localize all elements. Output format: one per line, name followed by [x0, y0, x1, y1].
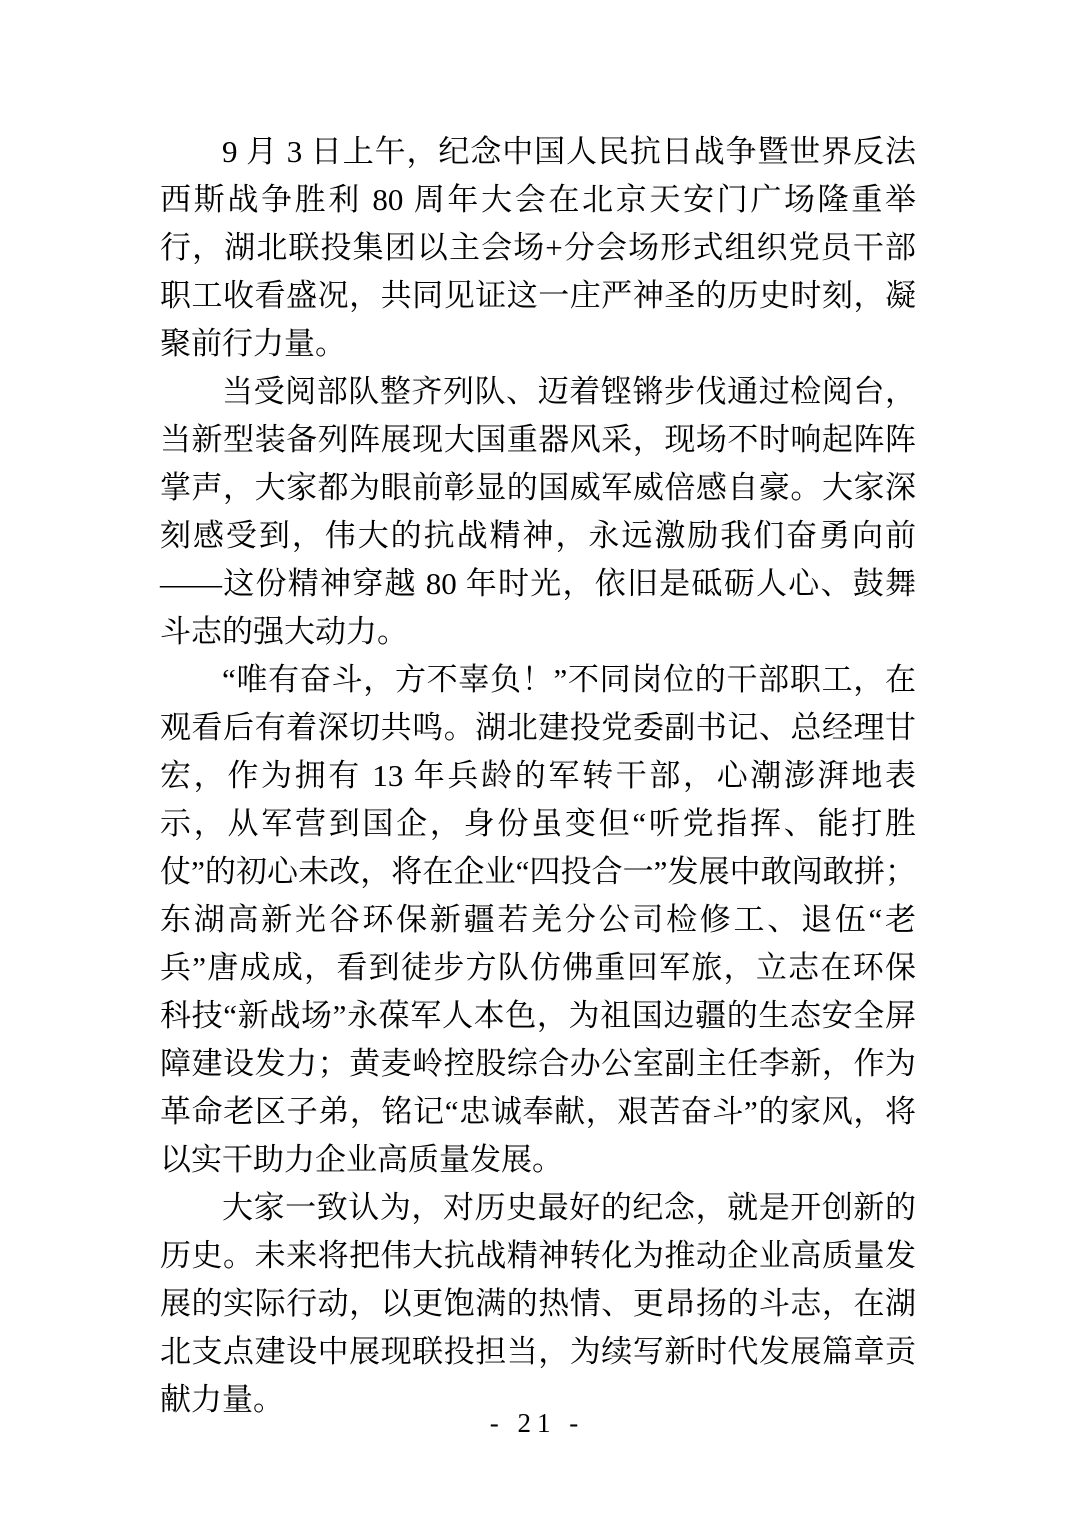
- page-number: - 21 -: [489, 1408, 585, 1438]
- page-footer: [0, 1408, 1074, 1439]
- paragraph-2: 当受阅部队整齐列队、迈着铿锵步伐通过检阅台，当新型装备列阵展现大国重器风采，现场不时响起阵阵掌声，大家都为眼前彰显的国威军威倍感自豪。大家深刻感受到，伟大的抗战精神，永远激励我们奋勇向前——这份精神穿越 80 年时光，依旧是砥砺人心、鼓舞斗志的强大动力。: [160, 374, 916, 649]
- paragraph-1: 9 月 3 日上午，纪念中国人民抗日战争暨世界反法西斯战争胜利 80 周年大会在北京天安门广场隆重举行，湖北联投集团以主会场+分会场形式组织党员干部职工收看盛况，共同见证这一庄严神圣的历史时刻，凝聚前行力量。: [160, 134, 916, 361]
- paragraph-3: “唯有奋斗，方不辜负！”不同岗位的干部职工，在观看后有着深切共鸣。湖北建投党委副书记、总经理甘宏，作为拥有 13 年兵龄的军转干部，心潮澎湃地表示，从军营到国企，身份虽变但“听党指挥、能打胜仗”的初心未改，将在企业“四投合一”发展中敢闯敢拼；东湖高新光谷环保新疆若羌分公司检修工、退伍“老兵”唐成成，看到徒步方队仿佛重回军旅，立志在环保科技“新战场”永葆军人本色，为祖国边疆的生态安全屏障建设发力；黄麦岭控股综合办公室副主任李新，作为革命老区子弟，铭记“忠诚奉献，艰苦奋斗”的家风，将以实干助力企业高质量发展。: [160, 662, 916, 1177]
- paragraph-4: 大家一致认为，对历史最好的纪念，就是开创新的历史。未来将把伟大抗战精神转化为推动企业高质量发展的实际行动，以更饱满的热情、更昂扬的斗志，在湖北支点建设中展现联投担当，为续写新时代发展篇章贡献力量。: [160, 1190, 916, 1417]
- document-body: [160, 128, 916, 1424]
